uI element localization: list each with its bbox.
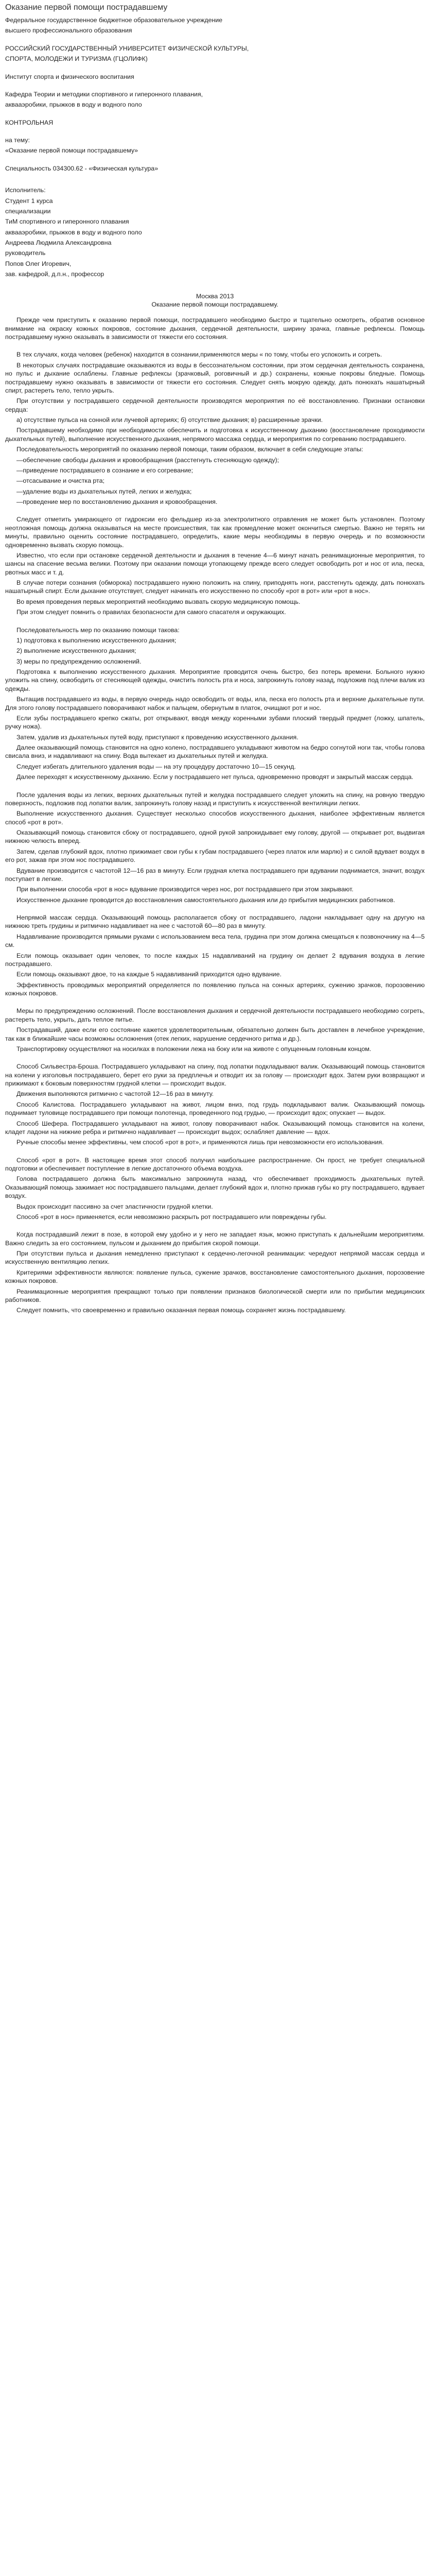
paragraph: Вытащив пострадавшего из воды, в первую очередь надо освободить от воды, ила, песка его полость рта и верхние дыхательные пути. Для этого голову пострадавшего поворачивают набок и пальцем, обернутым в платок, очищают рот и нос. <box>5 696 425 711</box>
header-line: РОССИЙСКИЙ ГОСУДАРСТВЕННЫЙ УНИВЕРСИТЕТ ФИЗИЧЕСКОЙ КУЛЬТУРЫ, <box>5 44 249 52</box>
header-line: КОНТРОЛЬНАЯ <box>5 118 54 126</box>
header-line: «Оказание первой помощи пострадавшему» <box>5 147 138 155</box>
paragraph: Затем, удалив из дыхательных путей воду, приступают к проведению искусственного дыхания. <box>16 733 299 741</box>
paragraph: Пострадавшему необходимо при необходимости обеспечить и подготовка к искусственному дыханию (восстановление проходимости дыхательных путей), выполнение искусственного дыхания, непрямого массажа сердца, и мероприятия по согреванию пострадавшего. <box>5 427 425 443</box>
header-line: Институт спорта и физического воспитания <box>5 73 134 80</box>
paragraph: После удаления воды из легких, верхних дыхательных путей и желудка пострадавшего следует уложить на спину, на ровную твердую поверхность, подложив под лопатки валик, запрокинуть голову назад и приступить к искусственной вентиляции легких. <box>5 791 425 807</box>
paragraph: а) отсутствие пульса на сонной или лучевой артериях; б) отсутствие дыхания; в) расширенные зрачки. <box>16 416 323 424</box>
paragraph: Надавливание производится прямыми руками с использованием веса тела, грудина при этом должна смещаться к позвоночнику на 4—5 см. <box>5 933 425 949</box>
spacer <box>5 1055 425 1062</box>
paragraph: Когда пострадавший лежит в позе, в которой ему удобно и у него не западает язык, можно приступать к дальнейшим мероприятиям. Важно следить за его состоянием, пульсом и дыханием до прибытия скорой помощи. <box>5 1231 425 1247</box>
paragraph: 1) подготовка к выполнению искусственного дыхания; <box>16 636 177 644</box>
paragraph: Затем, сделав глубокий вдох, плотно прижимает свои губы к губам пострадавшего (через платок или марлю) и с силой вдувает воздух в его рот, зажав при этом нос пострадавшего. <box>5 848 425 864</box>
paragraph: Вдувание производится с частотой 12—16 раз в минуту. Если грудная клетка пострадавшего при вдувании поднимается, значит, воздух поступает в легкие. <box>5 867 425 883</box>
paragraph: При этом следует помнить о правилах безопасности для самого спасателя и окружающих. <box>16 608 286 616</box>
document-body <box>5 316 425 1314</box>
spacer <box>5 83 425 90</box>
paragraph: Известно, что если при остановке сердечной деятельности и дыхания в течение 4—6 минут начать реанимационные мероприятия, то шансы на спасение весьма велики. Поэтому при оказании помощи утопающему прежде всего следует освободить рот и нос от ила, песка, рвотных масс и т. д. <box>5 551 425 576</box>
paragraph: При отсутствии у пострадавшего сердечной деятельности производятся мероприятия по её восстановлению. Признаки остановки сердца: <box>5 397 425 413</box>
spacer <box>5 784 425 791</box>
paragraph: Способ Шефера. Пострадавшего укладывают на живот, голову поворачивают набок. Оказывающий помощь становится на колени, кладет ладони на нижние ребра и ритмично надавливает — происходит выдох; ослабляет давление — вдох. <box>5 1120 425 1136</box>
paragraph: В тех случаях, когда человек (ребенок) находится в сознании,применяются меры « по тому, чтобы его успокоить и согреть. <box>16 351 382 359</box>
paragraph: —приведение пострадавшего в сознание и его согревание; <box>16 466 193 474</box>
paragraph: Выдох происходит пассивно за счет эластичности грудной клетки. <box>16 1202 213 1210</box>
paragraph: Критериями эффективности являются: появление пульса, сужение зрачков, восстановление самостоятельного дыхания, порозовение кожных покровов. <box>5 1268 425 1285</box>
author-line: руководитель <box>5 249 46 257</box>
paragraph: Следует отметить умирающего от гидроксии его фельдшер из-за электролитного отравления не может быть установлен. Поэтому неотложная помощь должна оказываться на месте происшествия, так как промедление может окончиться смертью. Важно не терять ни минуты, правильно оценить состояние пострадавшего, определить, какие меры необходимы в первую очередь и по возможности одновременно вызвать скорую помощь. <box>5 516 425 549</box>
author-line: ТиМ спортивного и гиперонного плавания <box>5 218 129 226</box>
paragraph: Искусственное дыхание проводится до восстановления самостоятельного дыхания или до прибытия медицинских работников. <box>16 896 395 904</box>
paragraph: Способ Калистова. Пострадавшего укладывают на живот, лицом вниз, под грудь подкладывают валик. Оказывающий помощь поднимает туловище пострадавшего при помощи полотенца, проведенного под грудью, — происходит вдох; опускает — выдох. <box>5 1100 425 1117</box>
spacer <box>5 157 425 164</box>
author-line: аквааэробики, прыжков в воду и водного поло <box>5 228 142 236</box>
paragraph: 3) меры по предупреждению осложнений. <box>16 657 142 665</box>
spacer <box>5 129 425 136</box>
paragraph: Во время проведения первых мероприятий необходимо вызвать скорую медицинскую помощь. <box>16 598 301 605</box>
header-line: аквааэробики, прыжков в воду и водного поло <box>5 101 142 109</box>
paragraph: Далее оказывающий помощь становится на одно колено, пострадавшего укладывают животом на бедро согнутой ноги так, чтобы голова свисала вниз, и надавливают на спину. Вода вытекает из дыхательных путей и желудка. <box>5 744 425 760</box>
header-line: Специальность 034300.62 - «Физическая культура» <box>5 164 159 172</box>
paragraph: Реанимационные мероприятия прекращают только при появлении признаков биологической смерти или по прибытии медицинских работников. <box>5 1287 425 1303</box>
author-line: зав. кафедрой, д.п.н., профессор <box>5 270 104 278</box>
city-year: Москва 2013 <box>196 292 234 300</box>
paragraph: Непрямой массаж сердца. Оказывающий помощь располагается сбоку от пострадавшего, ладони накладывает одну на другую на нижнюю треть грудины и ритмично надавливает на нее с частотой 60—80 раз в минуту. <box>5 914 425 930</box>
paragraph: Подготовка к выполнению искусственного дыхания. Мероприятие проводится очень быстро, без потерь времени. Больного нужно уложить на спину, освободить от стесняющей одежды, очистить полость рта и носа, запрокинуть голову назад, подложив под плечи валик из одежды. <box>5 668 425 692</box>
paragraph: Выполнение искусственного дыхания. Существует несколько способов искусственного дыхания, наиболее эффективным является способ «рот в рот». <box>5 810 425 826</box>
title-page-header <box>5 16 425 173</box>
author-line: Попов Олег Игоревич, <box>5 260 72 267</box>
paragraph: Ручные способы менее эффективны, чем способ «рот в рот», и применяются лишь при невозможности его использования. <box>16 1139 384 1146</box>
paragraph: Последовательность мер по оказанию помощи такова: <box>16 626 180 634</box>
spacer <box>5 343 425 350</box>
paragraph: В случае потери сознания (обморока) пострадавшего нужно положить на спину, приподнять ноги, расстегнуть одежду, дать понюхать нашатырный спирт. Если дыхание отсутствует, следует начинать его искусственно по способу «рот в рот» или «рот в нос». <box>5 579 425 595</box>
paragraph: Транспортировку осуществляют на носилках в положении лежа на боку или на животе с опущенным головным концом. <box>16 1045 372 1053</box>
spacer <box>5 999 425 1007</box>
paragraph: Если зубы пострадавшего крепко сжаты, рот открывают, вводя между коренными зубами плоский твердый предмет (ложку, шпатель, ручку ножа). <box>5 714 425 731</box>
spacer <box>5 1149 425 1156</box>
spacer <box>5 65 425 73</box>
header-line: на тему: <box>5 137 30 144</box>
paragraph: Следует избегать длительного удаления воды — на эту процедуру достаточно 10—15 секунд. <box>16 762 296 770</box>
paragraph: Меры по предупреждению осложнений. После восстановления дыхания и сердечной деятельности пострадавшего необходимо согреть, растереть тело, укрыть, дать теплое питье. <box>5 1007 425 1023</box>
paragraph: Пострадавший, даже если его состояние кажется удовлетворительным, обязательно должен быть доставлен в лечебное учреждение, так как в ближайшие часы возможны осложнения (отек легких, нарушение сердечного ритма и др.). <box>5 1026 425 1042</box>
paragraph: Движения выполняются ритмично с частотой 12—16 раз в минуту. <box>16 1090 214 1098</box>
author-line: Студент 1 курса <box>5 197 53 205</box>
spacer <box>5 111 425 118</box>
paragraph: Далее переходят к искусственному дыханию. Если у пострадавшего нет пульса, одновременно проводят и закрытый массаж сердца. <box>16 773 413 781</box>
paragraph: При выполнении способа «рот в нос» вдувание производится через нос, рот пострадавшего при этом закрывают. <box>16 886 354 893</box>
document-heading: Оказание первой помощи пострадавшему. <box>151 300 278 308</box>
paragraph: —удаление воды из дыхательных путей, легких и желудка; <box>16 487 192 495</box>
page-title: Оказание первой помощи пострадавшему <box>5 3 168 12</box>
header-line: Федеральное государственное бюджетное образовательное учреждение <box>5 16 223 24</box>
author-line: Исполнитель: <box>5 187 46 194</box>
header-line: высшего профессионального образования <box>5 27 132 35</box>
paragraph: —проведение мер по восстановлению дыхания и кровообращения. <box>16 498 218 506</box>
spacer <box>5 906 425 913</box>
paragraph: Следует помнить, что своевременно и правильно оказанная первая помощь сохраняет жизнь пострадавшему. <box>16 1307 346 1314</box>
spacer <box>5 508 425 515</box>
paragraph: 2) выполнение искусственного дыхания; <box>16 647 136 655</box>
paragraph: Способ Сильвестра-Броша. Пострадавшего укладывают на спину, под лопатки подкладывают валик. Оказывающий помощь становится на колени у изголовья пострадавшего, берет его руки за предплечья и отводит их за голову — происходит вдох. Затем руки возвращают и прижимают к боковым поверхностям грудной клетки — происходит выдох. <box>5 1063 425 1088</box>
spacer <box>5 1223 425 1230</box>
paragraph: В некоторых случаях пострадавшие оказываются из воды в бессознательном состоянии, при этом сердечная деятельность сохранена, но пульс и дыхание ослаблены. Главные рефлексы (зрачковый, роговичный и др.) сохранены, кожные покровы бледные. Помощь пострадавшему нужно оказывать в зависимости от тяжести его состояния. Следует снять мокрую одежду, дать понюхать нашатырный спирт, растереть тело, тепло укрыть. <box>5 361 425 394</box>
header-line: Кафедра Теории и методики спортивного и гиперонного плавания, <box>5 90 203 98</box>
header-line: СПОРТА, МОЛОДЕЖИ И ТУРИЗМА (ГЦОЛИФК) <box>5 55 148 63</box>
paragraph: Если помощь оказывает один человек, то после каждых 15 надавливаний на грудину он делает 2 вдувания воздуха в легкие пострадавшего. <box>5 952 425 968</box>
paragraph: Если помощь оказывают двое, то на каждые 5 надавливаний приходится одно вдувание. <box>16 971 282 978</box>
paragraph: —отсасывание и очистка рта; <box>16 477 104 485</box>
paragraph: Последовательность мероприятий по оказанию первой помощи, таким образом, включает в себя следующие этапы: <box>16 446 363 453</box>
paragraph: Способ «рот в рот». В настоящее время этот способ получил наибольшее распространение. Он прост, не требует специальной подготовки и обеспечивает поступление в легкие достаточного объема воздуха. <box>5 1156 425 1173</box>
paragraph: Оказывающий помощь становится сбоку от пострадавшего, одной рукой запрокидывает ему голову, другой — открывает рот, выдвигая нижнюю челюсть вперед. <box>5 829 425 845</box>
paragraph: Голова пострадавшего должна быть максимально запрокинута назад, что обеспечивает проходимость дыхательных путей. Оказывающий помощь зажимает нос пострадавшего пальцами, делает глубокий вдох и, плотно прижав губы ко рту пострадавшего, вдувает воздух. <box>5 1175 425 1200</box>
paragraph: Эффективность проводимых мероприятий определяется по появлению пульса на сонных артериях, сужению зрачков, порозовению кожных покровов. <box>5 981 425 997</box>
paragraph: При отсутствии пульса и дыхания немедленно приступают к сердечно-легочной реанимации: чередуют непрямой массаж сердца и искусственную вентиляцию легких. <box>5 1250 425 1266</box>
spacer <box>5 619 425 626</box>
author-line: специализации <box>5 207 51 215</box>
paragraph: —обеспечение свободы дыхания и кровообращения (расстегнуть стесняющую одежду); <box>16 456 279 464</box>
paragraph: Прежде чем приступить к оказанию первой помощи, пострадавшего необходимо быстро и тщательно осмотреть, обратив основное внимание на окраску кожных покровов, состояние дыхания, сердечной деятельности, ширину зрачка, главные рефлексы. Помощь пострадавшему нужно оказывать в зависимости от тяжести его состояния. <box>5 316 425 341</box>
spacer <box>5 37 425 44</box>
author-line: Андреева Людмила Александровна <box>5 239 112 247</box>
paragraph: Способ «рот в нос» применяется, если невозможно раскрыть рот пострадавшего или повреждены губы. <box>16 1213 327 1221</box>
author-info-block <box>5 186 425 278</box>
